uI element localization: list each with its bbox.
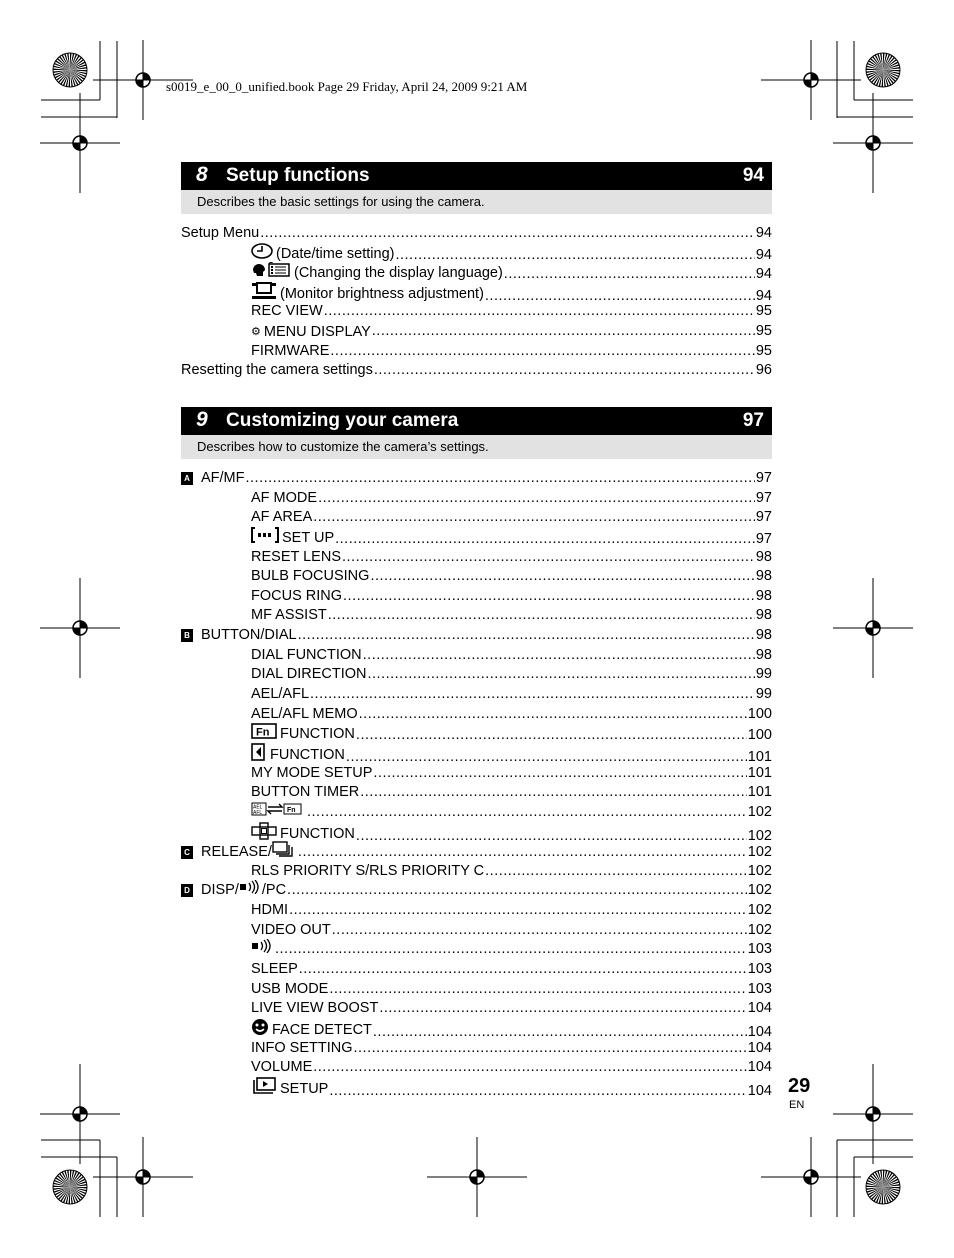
crosshair-mark (761, 40, 861, 120)
leader-dots (332, 920, 747, 940)
toc-entry-label (251, 1077, 328, 1101)
toc-entry-page: 102 (747, 882, 772, 898)
crosshair-mark (833, 578, 913, 678)
toc-entry-page: 103 (747, 961, 772, 977)
section-page: 94 (742, 165, 764, 186)
toc-entry-label (251, 1038, 353, 1058)
toc-entry-text: SETUP (280, 1081, 329, 1097)
toc-entry (181, 360, 772, 380)
toc-entry-label (251, 301, 323, 321)
language-icon (251, 262, 291, 284)
toc-entry-label (251, 488, 317, 508)
toc-entry (251, 861, 772, 881)
crosshair-mark (93, 1137, 193, 1217)
toc-entry-page: 102 (747, 902, 772, 918)
page-number: 29 (788, 1075, 811, 1097)
leader-dots (246, 468, 755, 488)
toc-entry-text: AF MODE (251, 490, 318, 506)
section-description-text: Describes how to customize the camera’s settings. (197, 439, 489, 454)
svg-text:Fn: Fn (256, 726, 270, 739)
leader-dots (374, 360, 755, 380)
toc-entry (181, 468, 772, 488)
toc-entry-text: FIRMWARE (251, 343, 330, 359)
toc-entry-label (251, 1057, 312, 1077)
toc-entry (251, 488, 772, 508)
section-title: Setup functions (226, 165, 370, 186)
fn-icon (251, 723, 277, 745)
toc-entry-label (251, 605, 327, 625)
toc-entry-label (181, 880, 286, 900)
toc-entry-label (251, 763, 372, 783)
toc-entry-text: FUNCTION (270, 747, 345, 763)
leader-dots (310, 684, 755, 704)
toc-entry-page: 99 (755, 686, 772, 702)
leader-dots (287, 880, 747, 900)
toc-entry-text: LIVE VIEW BOOST (251, 1000, 379, 1016)
crosshair-mark (427, 1137, 527, 1217)
toc-entry (251, 684, 772, 704)
toc-entry-page: 95 (755, 323, 772, 339)
toc-entry-text: INFO SETTING (251, 1040, 353, 1056)
toc-entry-label (251, 900, 288, 920)
toc-entry-page: 101 (747, 765, 772, 781)
toc-entry-page: 98 (755, 607, 772, 623)
toc-entry-label (181, 625, 297, 645)
toc-entry (181, 223, 772, 243)
toc-entry (251, 979, 772, 999)
toc-entry-text: BULB FOCUSING (251, 568, 370, 584)
toc-entry-text: AEL/AFL MEMO (251, 706, 358, 722)
toc-entry-page: 98 (755, 549, 772, 565)
playback-icon (251, 1077, 277, 1101)
leader-dots (504, 264, 755, 284)
book-header: s0019_e_00_0_unified.book Page 29 Friday, April 24, 2009 9:21 AM (166, 79, 528, 94)
toc-entry-text: AF/MF (201, 470, 245, 486)
toc-entry-suffix: /PC (261, 882, 287, 898)
section-number: 8 (196, 163, 208, 186)
section-9-bar (181, 407, 772, 435)
toc-entry (251, 900, 772, 920)
section-8-bar (181, 162, 772, 190)
toc-entry-label (251, 684, 309, 704)
toc-entry-label (251, 527, 334, 549)
toc-entry-text: FACE DETECT (272, 1022, 372, 1038)
toc-entry (251, 605, 772, 625)
toc-entry-text: (Date/time setting) (276, 246, 395, 262)
toc-entry-label (251, 861, 484, 881)
toc-entry-label (251, 782, 359, 802)
toc-entry-text: VOLUME (251, 1059, 313, 1075)
toc-entry-label (251, 723, 355, 745)
toc-entry-text: REC VIEW (251, 303, 323, 319)
leader-dots (299, 959, 747, 979)
star-target-mark (866, 53, 900, 87)
crosshair-mark (40, 578, 120, 678)
leader-dots (367, 664, 754, 684)
crosshair-mark (761, 1137, 861, 1217)
toc-entry-label (251, 586, 342, 606)
sequential-icon (272, 841, 294, 863)
toc-entry-text: Setup Menu (181, 225, 260, 241)
toc-entry-label (251, 959, 298, 979)
toc-entry-page: 94 (755, 225, 772, 241)
toc-entry-page: 101 (747, 784, 772, 800)
toc-entry-page: 104 (747, 1024, 772, 1040)
toc-entry-label (251, 547, 341, 567)
toc-entry-page: 94 (755, 288, 772, 304)
toc-entry (251, 645, 772, 665)
leader-dots (372, 321, 755, 341)
toc-entry (251, 243, 772, 263)
toc-entry-label (251, 566, 369, 586)
toc-entry-text: SET UP (282, 530, 335, 546)
toc-entry-label (181, 223, 259, 243)
toc-entry (251, 704, 772, 724)
toc-entry (251, 920, 772, 940)
toc-entry-page: 102 (747, 828, 772, 844)
leader-dots (313, 1057, 747, 1077)
toc-entry-page: 94 (755, 266, 772, 282)
toc-entry-label (251, 998, 378, 1018)
toc-entry (251, 282, 772, 302)
toc-entry (251, 664, 772, 684)
section-9-description (181, 435, 772, 459)
toc-entry-text: FUNCTION (280, 726, 355, 742)
toc-entry-text: RELEASE/ (201, 844, 272, 860)
leader-dots (359, 704, 747, 724)
toc-entry-text: DIAL DIRECTION (251, 666, 367, 682)
toc-entry (251, 782, 772, 802)
toc-entry-page: 95 (755, 303, 772, 319)
toc-entry-page: 100 (747, 727, 772, 743)
toc-entry-text: FUNCTION (280, 826, 355, 842)
toc-entry (251, 822, 772, 842)
leader-dots (330, 341, 754, 361)
toc-entry (251, 723, 772, 743)
toc-entry-page: 98 (755, 627, 772, 643)
leader-dots (328, 605, 755, 625)
toc-entry-page: 98 (755, 568, 772, 584)
toc-entry (251, 1038, 772, 1058)
toc-entry-text: USB MODE (251, 981, 329, 997)
toc-entry-page: 104 (747, 1000, 772, 1016)
custom-gear-icon: ⚙ (251, 326, 261, 338)
toc-entry-page: 95 (755, 343, 772, 359)
toc-entry (251, 939, 772, 959)
toc-entry (181, 841, 772, 861)
toc-entry (251, 341, 772, 361)
star-target-mark (53, 1170, 87, 1204)
toc-entry-label (251, 939, 274, 959)
crosshair-mark (833, 1064, 913, 1164)
toc-entry-text: RESET LENS (251, 549, 341, 565)
toc-entry-text: VIDEO OUT (251, 922, 331, 938)
toc-entry-text: HDMI (251, 902, 289, 918)
leader-dots (275, 939, 747, 959)
toc-entry-page: 103 (747, 981, 772, 997)
ael-fn-swap-icon (251, 802, 303, 822)
toc-entry (251, 321, 772, 341)
toc-entry-page: 102 (747, 922, 772, 938)
leader-dots (318, 488, 755, 508)
toc-entry-page: 97 (755, 531, 772, 547)
toc-entry-text: RLS PRIORITY S/RLS PRIORITY C (251, 863, 485, 879)
leader-dots (343, 586, 755, 606)
toc-entry-label (251, 979, 328, 999)
toc-entry-page: 94 (755, 247, 772, 263)
leader-dots (335, 529, 755, 549)
toc-entry-text: BUTTON TIMER (251, 784, 360, 800)
custom-b-icon: B (181, 625, 198, 645)
toc-entry-label (251, 704, 358, 724)
leader-dots (363, 645, 755, 665)
toc-entry-label (251, 321, 371, 342)
leader-dots (289, 900, 747, 920)
toc-entry-text: AEL/AFL (251, 686, 310, 702)
svg-text:Fn: Fn (287, 807, 296, 814)
toc-entry-label (251, 507, 312, 527)
toc-entry-label (251, 802, 306, 822)
toc-entry-label (251, 920, 331, 940)
leader-dots (298, 842, 747, 862)
star-target-mark (53, 53, 87, 87)
toc-entry-page: 97 (755, 509, 772, 525)
toc-entry (251, 998, 772, 1018)
toc-entry-page: 99 (755, 666, 772, 682)
leader-dots (329, 979, 746, 999)
toc-entry-label (251, 645, 362, 665)
leader-dots (485, 861, 747, 881)
leader-dots (307, 802, 747, 822)
toc-entry-page: 104 (747, 1059, 772, 1075)
toc-entry-page: 96 (755, 362, 772, 378)
toc-entry-label (181, 841, 297, 863)
leader-dots (298, 625, 755, 645)
beep-icon (239, 880, 259, 900)
toc-entry-label (251, 262, 503, 284)
beep-icon (251, 939, 271, 959)
toc-entry-label (251, 341, 329, 361)
leader-dots (354, 1038, 747, 1058)
section-number: 9 (196, 408, 208, 431)
toc-entry-page: 102 (747, 804, 772, 820)
custom-d-icon: D (181, 880, 198, 900)
af-target-icon (251, 527, 279, 549)
toc-entry-label (251, 664, 366, 684)
star-target-mark (866, 1170, 900, 1204)
leader-dots (260, 223, 755, 243)
toc-entry-page: 103 (747, 941, 772, 957)
toc-entry-text: MENU DISPLAY (263, 323, 371, 340)
toc-entry (181, 880, 772, 900)
leader-dots (313, 507, 755, 527)
toc-entry-text: AF AREA (251, 509, 313, 525)
toc-entry (251, 547, 772, 567)
toc-entry (251, 566, 772, 586)
section-page: 97 (742, 410, 764, 431)
svg-text:AFL: AFL (253, 810, 263, 816)
leader-dots (356, 725, 747, 745)
crosshair-mark (40, 1064, 120, 1164)
toc-entry-page: 104 (747, 1040, 772, 1056)
toc-entry-text: BUTTON/DIAL (201, 627, 297, 643)
toc-entry-text: DISP/ (201, 882, 239, 898)
section-description-text: Describes the basic settings for using the camera. (197, 194, 485, 209)
toc-entry-page: 100 (747, 706, 772, 722)
toc-entry (251, 301, 772, 321)
section-title: Customizing your camera (226, 410, 459, 431)
toc-entry-text: (Changing the display language) (294, 265, 503, 281)
toc-entry (251, 802, 772, 822)
language-code: EN (789, 1099, 805, 1111)
leader-dots (342, 547, 755, 567)
toc-entry (251, 1018, 772, 1038)
toc-entry-text: FOCUS RING (251, 588, 343, 604)
section-8-description (181, 190, 772, 214)
crosshair-mark (833, 93, 913, 193)
toc-entry (251, 527, 772, 547)
svg-text:AEL: AEL (253, 804, 263, 811)
toc-entry-page: 98 (755, 588, 772, 604)
toc-entry-page: 97 (755, 470, 772, 486)
toc-entry-page: 98 (755, 647, 772, 663)
toc-entry-label (181, 468, 245, 488)
toc-entry (251, 586, 772, 606)
leader-dots (329, 1081, 746, 1101)
custom-c-icon: C (181, 842, 198, 862)
custom-a-icon: A (181, 468, 198, 488)
toc-entry (251, 743, 772, 763)
toc-entry-text: MY MODE SETUP (251, 765, 373, 781)
toc-entry-text: DIAL FUNCTION (251, 647, 362, 663)
toc-entry (251, 1057, 772, 1077)
toc-entry-page: 102 (747, 863, 772, 879)
toc-entry (251, 507, 772, 527)
toc-entry (251, 959, 772, 979)
toc-entry-label (181, 360, 373, 380)
toc-entry-text: Resetting the camera settings (181, 362, 373, 378)
crosshair-mark (40, 93, 120, 193)
toc-entry (181, 625, 772, 645)
toc-entry-page: 104 (747, 1083, 772, 1099)
toc-entry-text: (Monitor brightness adjustment) (280, 286, 484, 302)
leader-dots (373, 763, 746, 783)
toc-entry-page: 101 (747, 749, 772, 765)
toc-entry-page: 97 (755, 490, 772, 506)
toc-entry (251, 763, 772, 783)
toc-entry-text: MF ASSIST (251, 607, 327, 623)
leader-dots (370, 566, 754, 586)
leader-dots (379, 998, 746, 1018)
toc-entry (251, 1077, 772, 1097)
toc-entry-page: 102 (747, 844, 772, 860)
toc-entry-text: SLEEP (251, 961, 298, 977)
leader-dots (360, 782, 747, 802)
leader-dots (324, 301, 755, 321)
toc-entry (251, 262, 772, 282)
